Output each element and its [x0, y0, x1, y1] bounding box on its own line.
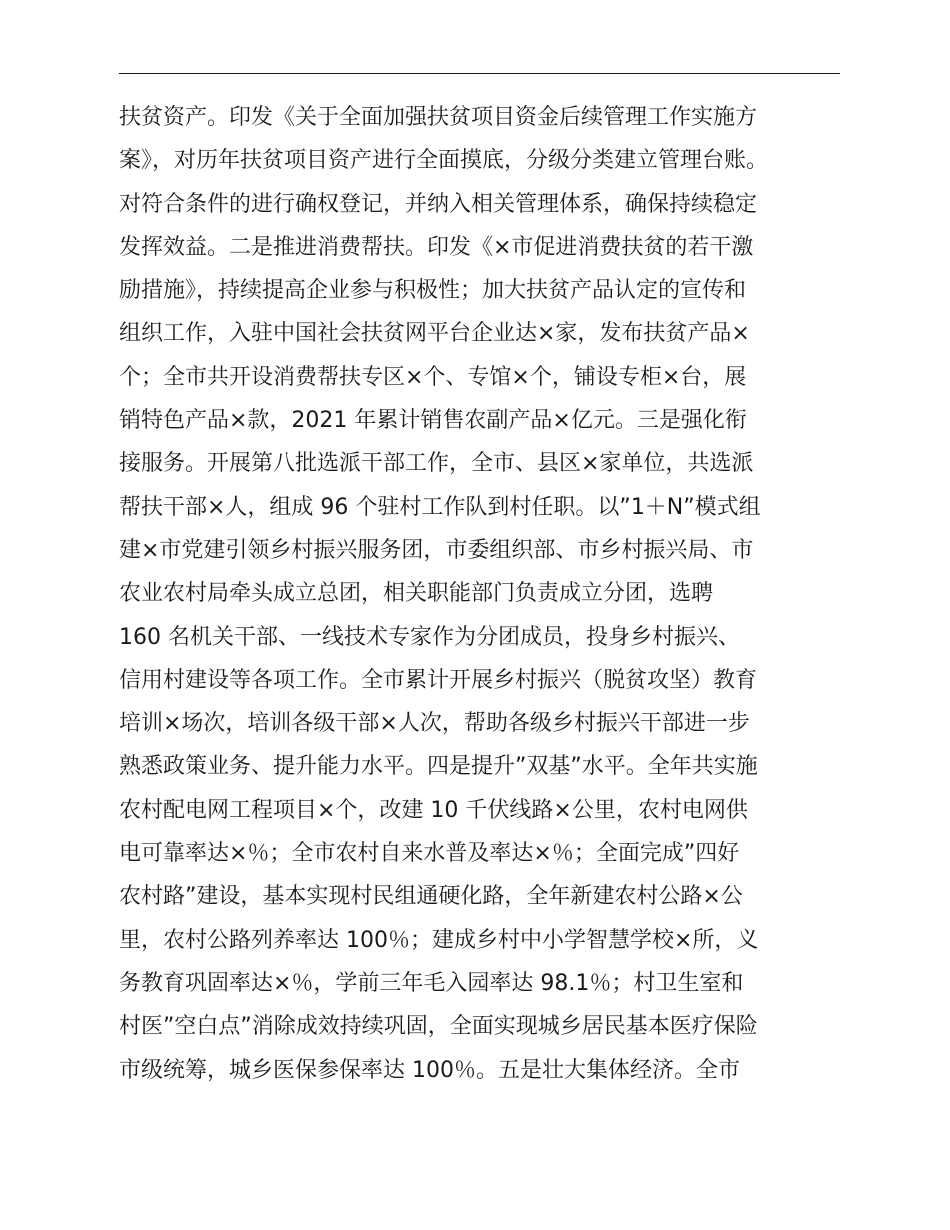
text-line: 务教育巩固率达×％，学前三年毛入园率达 98.1％；村卫生室和: [119, 970, 744, 996]
text-line: 建×市党建引领乡村振兴服务团，市委组织部、市乡村振兴局、市: [119, 537, 754, 563]
text-line: 扶贫资产。印发《关于全面加强扶贫项目资金后续管理工作实施方: [119, 105, 758, 130]
text-line: 销特色产品×款，2021 年累计销售农副产品×亿元。三是强化衔: [119, 408, 747, 434]
text-line: 农业农村局牵头成立总团，相关职能部门负责成立分团，选聘: [119, 581, 714, 607]
text-line: 发挥效益。二是推进消费帮扶。印发《×市促进消费扶贫的若干激: [119, 234, 754, 260]
text-line: 电可靠率达×％；全市农村自来水普及率达×％；全面完成”四好: [119, 841, 740, 867]
text-line: 接服务。开展第八批选派干部工作，全市、县区×家单位，共选派: [119, 451, 754, 477]
text-line: 信用村建设等各项工作。全市累计开展乡村振兴（脱贫攻坚）教育: [119, 667, 758, 693]
text-line: 农村路”建设，基本实现村民组通硬化路，全年新建农村公路×公: [119, 884, 743, 910]
text-line: 农村配电网工程项目×个，改建 10 千伏线路×公里，农村电网供: [119, 797, 748, 823]
text-line: 熟悉政策业务、提升能力水平。四是提升”双基”水平。全年共实施: [119, 754, 758, 780]
text-line: 组织工作，入驻中国社会扶贫网平台企业达×家，发布扶贫产品×: [119, 321, 750, 347]
text-line: 案》，对历年扶贫项目资产进行全面摸底，分级分类建立管理台账。: [119, 148, 769, 174]
text-line: 个；全市共开设消费帮扶专区×个、专馆×个，铺设专柜×台，展: [119, 364, 747, 390]
text-line: 160 名机关干部、一线技术专家作为分团成员，投身乡村振兴、: [119, 624, 740, 650]
body-paragraph: [119, 96, 859, 1092]
header-rule: [119, 73, 840, 74]
text-line: 帮扶干部×人，组成 96 个驻村工作队到村任职。以”1＋N”模式组: [119, 494, 761, 520]
text-line: 里，农村公路列养率达 100％；建成乡村中小学智慧学校×所，义: [119, 927, 759, 953]
text-line: 培训×场次，培训各级干部×人次，帮助各级乡村振兴干部进一步: [119, 711, 750, 737]
text-line: 市级统筹，城乡医保参保率达 100％。五是壮大集体经济。全市: [119, 1057, 740, 1083]
text-line: 励措施》，持续提高企业参与积极性；加大扶贫产品认定的宣传和: [119, 278, 747, 304]
text-line: 对符合条件的进行确权登记，并纳入相关管理体系，确保持续稳定: [119, 191, 758, 217]
text-line: 村医”空白点”消除成效持续巩固，全面实现城乡居民基本医疗保险: [119, 1014, 758, 1040]
